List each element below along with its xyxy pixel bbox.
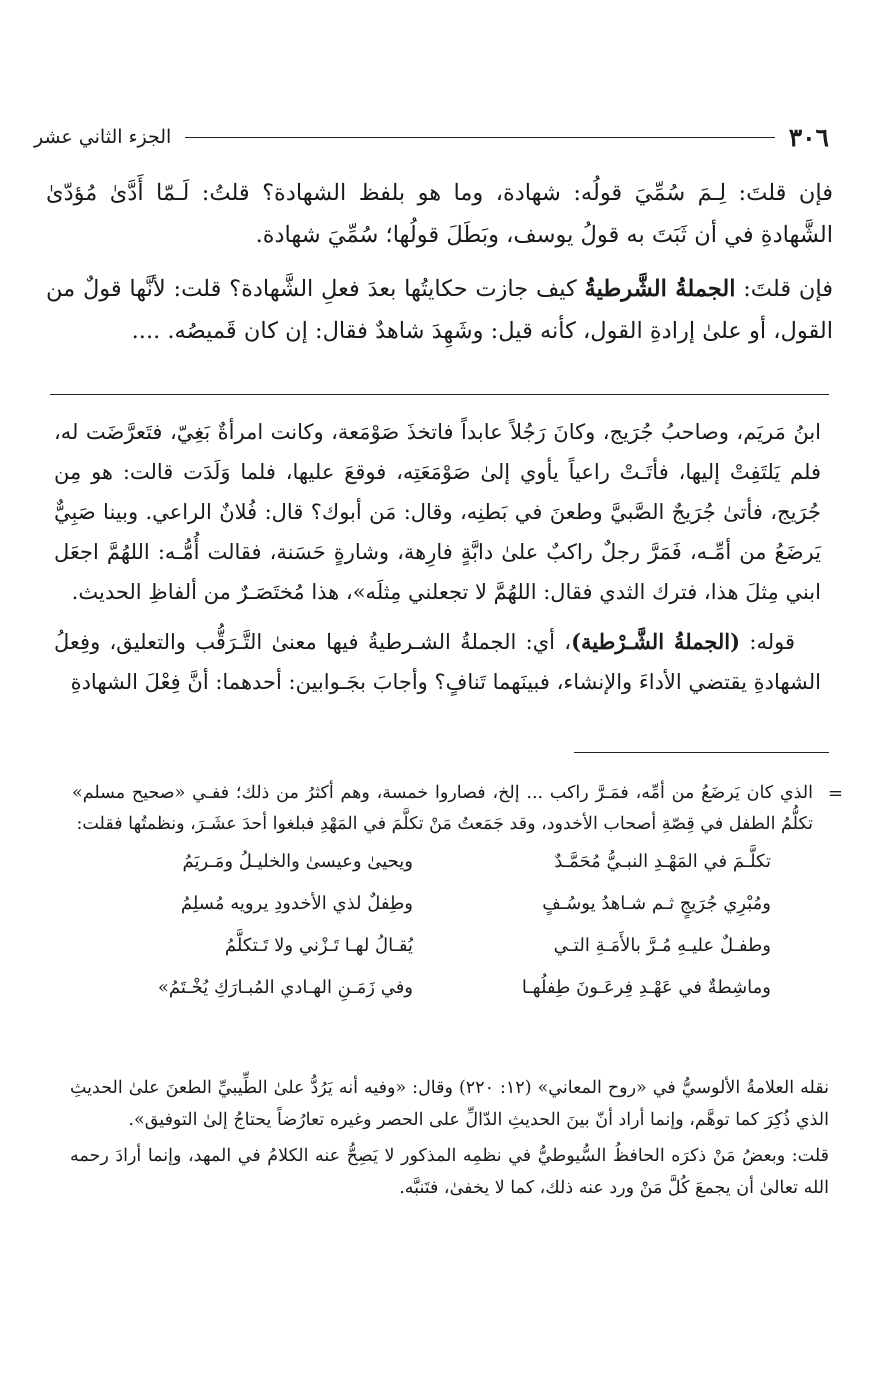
poem-verse: [72, 972, 813, 1012]
verse-second-hemistich: يُقـالُ لهـا تَـزْني ولا تَـتكلَّمُ: [224, 935, 413, 956]
paragraph-rest: كيف جازت حكايتُها بعدَ فعلِ الشَّهادة؟ قلت: لأنَّها قولٌ من القول، أو علىٰ إرادةِ القول، كأنه قيل: وشَهِدَ شاهدٌ فقال: إن كان قَميصُه. ....: [46, 276, 833, 344]
page-header: [34, 122, 829, 152]
verse-first-hemistich: وماشِطةٌ في عَهْـدِ فِرعَـونَ طِفلُهـا: [521, 977, 771, 998]
continuation-marker: =: [827, 783, 843, 804]
poem-verse: [72, 846, 813, 886]
footnote: [72, 778, 843, 1028]
verse-second-hemistich: وفي زَمَـنِ الهـادي المُبـارَكِ يُخْـتَمُ»: [157, 977, 413, 998]
footnote-paragraph: قلت: وبعضُ مَنْ ذكرَه الحافظُ السُّيوطيُّ في نظمِه المذكور لا يَصِحُّ عنه الكلامُ في المهد، وإنما أرادَ رحمه الله تعالىٰ أن يجمعَ كُلَّ مَنْ ورد عنه ذلك، كما لا يخفىٰ، فتَنبَّه.: [70, 1146, 829, 1198]
main-text: [46, 172, 833, 364]
main-paragraph: [46, 268, 833, 352]
header-rule: [185, 137, 774, 138]
footnote-paragraph: الذي كان يَرضَعُ من أمِّه، فمَـرَّ راكب ... إلخ، فصاروا خمسة، وهم أكثرُ من ذلك؛ ففـي «صحيح مسلم» تكلُّمُ الطفل في قِصّةِ أصحاب الأخدود، وقد جَمَعتُ مَنْ تكلَّمَ في المَهْدِ فبلغوا أحدَ عشَـرَ، ونظمتُها فقلت:: [72, 783, 813, 834]
footnote-divider: [574, 752, 829, 753]
paragraph-lead: قوله:: [740, 630, 795, 654]
verse-second-hemistich: وطِفلٌ لذي الأخدودِ يرويه مُسلِمُ: [180, 893, 413, 914]
poem-verse: [72, 888, 813, 928]
verse-second-hemistich: ويحيىٰ وعيسىٰ والخليـلُ ومَـريَمُ: [182, 851, 413, 872]
footnote-paragraph: نقله العلامةُ الألوسيُّ في «روح المعاني» (١٢: ٢٢٠) وقال: «وفيه أنه يَرُدُّ علىٰ الطِّيبيِّ الطعنَ علىٰ الحديثِ الذي ذُكِرَ كما توهَّم، وإنما أراد أنّ بينَ الحديثِ الدّالِّ على الحصر وغيره تعارُضاً يحتاجُ إلىٰ التوفيق».: [70, 1078, 829, 1130]
paragraph-rest: ، أي: الجملةُ الشـرطيةُ فيها معنىٰ التَّـرَقُّب والتعليق، وفِعلُ الشهادةِ يقتضي الأداءَ والإنشاء، فبينَهما تَنافٍ؟ وأجابَ بجَـوابين: أحدهما: أنَّ فِعْلَ الشهادةِ: [54, 630, 821, 694]
commentary-paragraph: [54, 622, 821, 702]
paragraph-lead: فإن قلتَ:: [735, 276, 833, 302]
poem: [72, 846, 813, 1018]
bold-term: (الجملةُ الشَّـرْطية): [571, 629, 741, 654]
footnote-continuation: [70, 1072, 829, 1208]
verse-first-hemistich: تكلَّـمَ في المَهْـدِ النبـيُّ مُحَمَّـدٌ: [554, 851, 771, 872]
running-head: الجزء الثاني عشر: [34, 126, 172, 148]
verse-first-hemistich: وطفـلٌ عليـهِ مُـرَّ بالأَمَـةِ التـي: [553, 935, 771, 956]
page-number: ٣٠٦: [788, 122, 829, 152]
poem-verse: [72, 930, 813, 970]
verse-first-hemistich: ومُبْرِي جُرَيجٍ ثـم شـاهدُ يوسُـفٍ: [542, 893, 771, 914]
commentary-text: [54, 412, 821, 712]
main-paragraph: فإن قلتَ: لِـمَ سُمِّيَ قولُه: شهادة، وما هو بلفظ الشهادة؟ قلتُ: لَـمّا أَدَّىٰ مُؤدّىٰ الشَّهادةِ في أن ثَبَتَ به قولُ يوسف، وبَطَلَ قولُها؛ سُمِّيَ شهادة.: [46, 180, 833, 248]
section-divider: [50, 394, 829, 395]
bold-term: الجملةُ الشَّرطيةُ: [584, 276, 736, 302]
commentary-paragraph: ابنُ مَريَم، وصاحبُ جُرَيج، وكانَ رَجُلاً عابداً فاتخذَ صَوْمَعة، وكانت امرأةٌ بَغِيّ، فتَعرَّضَت له، فلم يَلتَفِتْ إليها، فأتَـتْ راعياً يأوي إلىٰ صَوْمَعَتِه، فوقعَ عليها، فلما وَلَدَت قالت: هو مِن جُرَيج، فأتىٰ جُرَيجٌ الصَّبيَّ وطعنَ في بَطنِه، وقال: مَن أبوك؟ قال: فُلانٌ الراعي. وبينا صَبِيٌّ يَرضَعُ من أمِّـه، فَمَرَّ رجلٌ راكبٌ علىٰ دابَّةٍ فارِهة، وشارةٍ حَسَنة، فقالت أُمُّـه: اللهُمَّ اجعَل ابني مِثلَ هذا، فترك الثدي فقال: اللهُمَّ لا تجعلني مِثلَه»، هذا مُختَصَـرٌ من ألفاظِ الحديث.: [54, 420, 821, 604]
